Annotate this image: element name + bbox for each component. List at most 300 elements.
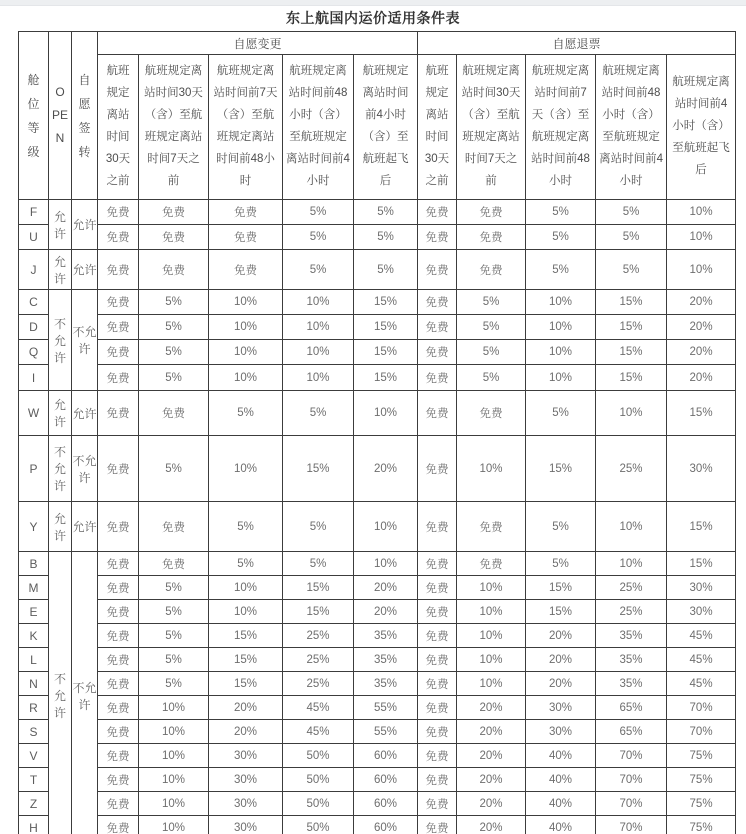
refund-fee-cell: 30%: [667, 576, 736, 600]
refund-fee-cell: 20%: [526, 672, 596, 696]
refund-fee-cell: 40%: [526, 768, 596, 792]
change-fee-cell: 60%: [354, 816, 418, 834]
change-fee-cell: 15%: [354, 315, 418, 340]
refund-fee-cell: 15%: [596, 290, 667, 315]
cabin-class-cell: I: [19, 365, 49, 391]
open-permission-cell: 允许: [49, 200, 72, 250]
change-fee-cell: 免费: [209, 200, 283, 225]
refund-fee-cell: 5%: [457, 365, 526, 391]
refund-fee-cell: 免费: [418, 600, 457, 624]
change-fee-cell: 10%: [139, 816, 209, 834]
change-fee-cell: 15%: [283, 576, 354, 600]
refund-fee-cell: 20%: [457, 792, 526, 816]
fare-row-D: [19, 315, 736, 340]
change-fee-cell: 10%: [139, 768, 209, 792]
refund-period-4-header: 航班规定离站时间前48小时（含）至航班规定离站时间前4小时: [596, 55, 667, 200]
refund-fee-cell: 5%: [526, 391, 596, 436]
fare-table: [18, 31, 736, 834]
refund-fee-cell: 10%: [457, 600, 526, 624]
change-fee-cell: 20%: [209, 696, 283, 720]
cabin-class-cell: S: [19, 720, 49, 744]
voluntary-refund-group-header: 自愿退票: [418, 32, 736, 55]
change-fee-cell: 免费: [209, 250, 283, 290]
change-fee-cell: 免费: [98, 391, 139, 436]
change-fee-cell: 5%: [139, 624, 209, 648]
cabin-class-cell: U: [19, 225, 49, 250]
refund-fee-cell: 20%: [457, 744, 526, 768]
refund-fee-cell: 75%: [667, 768, 736, 792]
cabin-class-cell: R: [19, 696, 49, 720]
refund-fee-cell: 15%: [596, 315, 667, 340]
refund-fee-cell: 10%: [596, 391, 667, 436]
endorsement-permission-cell: 不允许: [72, 436, 98, 502]
refund-fee-cell: 10%: [457, 624, 526, 648]
change-fee-cell: 60%: [354, 768, 418, 792]
refund-fee-cell: 免费: [457, 391, 526, 436]
change-fee-cell: 5%: [354, 200, 418, 225]
cabin-class-cell: J: [19, 250, 49, 290]
change-fee-cell: 55%: [354, 720, 418, 744]
change-fee-cell: 5%: [139, 315, 209, 340]
change-fee-cell: 15%: [283, 436, 354, 502]
fare-row-Q: [19, 340, 736, 365]
refund-fee-cell: 35%: [596, 624, 667, 648]
fare-row-L: [19, 648, 736, 672]
cabin-class-cell: Z: [19, 792, 49, 816]
change-fee-cell: 5%: [283, 225, 354, 250]
change-fee-cell: 20%: [354, 436, 418, 502]
change-fee-cell: 免费: [98, 502, 139, 552]
fare-row-P: [19, 436, 736, 502]
change-fee-cell: 20%: [209, 720, 283, 744]
refund-fee-cell: 5%: [526, 250, 596, 290]
change-fee-cell: 免费: [98, 768, 139, 792]
change-fee-cell: 15%: [209, 624, 283, 648]
refund-fee-cell: 免费: [418, 648, 457, 672]
fare-row-H: [19, 816, 736, 834]
change-fee-cell: 5%: [139, 365, 209, 391]
refund-fee-cell: 10%: [526, 315, 596, 340]
change-fee-cell: 5%: [139, 290, 209, 315]
change-fee-cell: 10%: [209, 315, 283, 340]
refund-fee-cell: 30%: [667, 600, 736, 624]
change-fee-cell: 5%: [354, 225, 418, 250]
refund-fee-cell: 20%: [667, 340, 736, 365]
refund-fee-cell: 免费: [418, 744, 457, 768]
change-fee-cell: 15%: [209, 648, 283, 672]
change-fee-cell: 5%: [283, 391, 354, 436]
refund-fee-cell: 免费: [418, 391, 457, 436]
open-permission-cell: 允许: [49, 502, 72, 552]
refund-fee-cell: 15%: [596, 365, 667, 391]
refund-fee-cell: 免费: [418, 340, 457, 365]
fare-row-R: [19, 696, 736, 720]
refund-fee-cell: 免费: [418, 576, 457, 600]
change-fee-cell: 25%: [283, 648, 354, 672]
cabin-class-cell: D: [19, 315, 49, 340]
change-fee-cell: 免费: [98, 600, 139, 624]
change-fee-cell: 免费: [209, 225, 283, 250]
change-fee-cell: 5%: [209, 502, 283, 552]
change-fee-cell: 30%: [209, 792, 283, 816]
cabin-class-cell: W: [19, 391, 49, 436]
refund-fee-cell: 免费: [418, 365, 457, 391]
refund-fee-cell: 10%: [457, 436, 526, 502]
fare-row-E: [19, 600, 736, 624]
refund-fee-cell: 10%: [667, 200, 736, 225]
change-fee-cell: 35%: [354, 624, 418, 648]
refund-fee-cell: 20%: [457, 720, 526, 744]
refund-fee-cell: 70%: [596, 792, 667, 816]
refund-period-1-header: [418, 55, 457, 200]
open-permission-cell: 不允许: [49, 552, 72, 834]
refund-fee-cell: 10%: [457, 576, 526, 600]
refund-fee-cell: 45%: [667, 648, 736, 672]
change-period-3-header: 航班规定离站时间前7天（含）至航班规定离站时间前48小时: [209, 55, 283, 200]
refund-fee-cell: 5%: [596, 250, 667, 290]
cabin-class-cell: E: [19, 600, 49, 624]
cabin-class-cell: C: [19, 290, 49, 315]
refund-fee-cell: 免费: [457, 200, 526, 225]
refund-fee-cell: 10%: [526, 365, 596, 391]
change-fee-cell: 5%: [139, 576, 209, 600]
refund-fee-cell: 免费: [418, 315, 457, 340]
change-fee-cell: 10%: [283, 315, 354, 340]
cabin-class-cell: T: [19, 768, 49, 792]
change-fee-cell: 25%: [283, 624, 354, 648]
refund-fee-cell: 15%: [667, 552, 736, 576]
change-fee-cell: 10%: [209, 576, 283, 600]
change-fee-cell: 60%: [354, 744, 418, 768]
refund-fee-cell: 40%: [526, 792, 596, 816]
change-fee-cell: 免费: [98, 340, 139, 365]
refund-fee-cell: 免费: [418, 720, 457, 744]
change-period-1-label: 航班规定离站时间30天之前: [105, 65, 131, 187]
refund-fee-cell: 35%: [596, 648, 667, 672]
change-fee-cell: 免费: [98, 225, 139, 250]
cabin-class-cell: N: [19, 672, 49, 696]
change-fee-cell: 35%: [354, 648, 418, 672]
cabin-class-cell: V: [19, 744, 49, 768]
refund-fee-cell: 10%: [457, 672, 526, 696]
change-fee-cell: 5%: [283, 200, 354, 225]
open-permission-cell: 允许: [49, 391, 72, 436]
refund-period-1-label: 航班规定离站时间30天之前: [424, 65, 450, 187]
refund-fee-cell: 40%: [526, 744, 596, 768]
fare-row-N: [19, 672, 736, 696]
refund-fee-cell: 70%: [596, 768, 667, 792]
cabin-class-cell: F: [19, 200, 49, 225]
change-fee-cell: 免费: [139, 225, 209, 250]
refund-fee-cell: 20%: [457, 816, 526, 834]
refund-fee-cell: 20%: [667, 290, 736, 315]
change-fee-cell: 15%: [354, 340, 418, 365]
fare-row-M: [19, 576, 736, 600]
refund-fee-cell: 免费: [418, 696, 457, 720]
change-fee-cell: 10%: [209, 600, 283, 624]
refund-fee-cell: 15%: [667, 391, 736, 436]
refund-fee-cell: 15%: [596, 340, 667, 365]
endorsement-permission-cell: 不允许: [72, 552, 98, 834]
refund-fee-cell: 免费: [418, 552, 457, 576]
change-fee-cell: 免费: [139, 391, 209, 436]
change-fee-cell: 免费: [98, 315, 139, 340]
open-permission-cell: 不允许: [49, 436, 72, 502]
endorsement-header: [72, 32, 98, 200]
fare-row-V: [19, 744, 736, 768]
cabin-class-cell: K: [19, 624, 49, 648]
refund-fee-cell: 免费: [418, 792, 457, 816]
cabin-class-header-label: 舱位等级: [27, 72, 40, 159]
fare-row-Z: [19, 792, 736, 816]
change-fee-cell: 5%: [209, 552, 283, 576]
change-fee-cell: 10%: [209, 436, 283, 502]
refund-fee-cell: 15%: [526, 600, 596, 624]
fare-row-W: [19, 391, 736, 436]
change-fee-cell: 10%: [283, 290, 354, 315]
change-fee-cell: 45%: [283, 720, 354, 744]
endorsement-permission-cell: 允许: [72, 200, 98, 250]
change-fee-cell: 10%: [209, 340, 283, 365]
change-fee-cell: 30%: [209, 744, 283, 768]
change-fee-cell: 免费: [139, 502, 209, 552]
refund-fee-cell: 25%: [596, 576, 667, 600]
refund-fee-cell: 10%: [667, 250, 736, 290]
change-fee-cell: 免费: [98, 696, 139, 720]
fare-row-S: [19, 720, 736, 744]
refund-fee-cell: 10%: [526, 290, 596, 315]
refund-fee-cell: 免费: [457, 250, 526, 290]
change-fee-cell: 10%: [139, 720, 209, 744]
cabin-class-cell: P: [19, 436, 49, 502]
refund-fee-cell: 20%: [667, 315, 736, 340]
change-period-4-header: 航班规定离站时间前48小时（含）至航班规定离站时间前4小时: [283, 55, 354, 200]
fare-row-F: [19, 200, 736, 225]
refund-fee-cell: 70%: [596, 816, 667, 834]
change-fee-cell: 免费: [98, 648, 139, 672]
refund-fee-cell: 70%: [596, 744, 667, 768]
refund-fee-cell: 5%: [526, 200, 596, 225]
fare-row-Y: [19, 502, 736, 552]
change-fee-cell: 45%: [283, 696, 354, 720]
change-fee-cell: 5%: [209, 391, 283, 436]
fare-table-body: [19, 200, 736, 834]
refund-fee-cell: 10%: [457, 648, 526, 672]
change-fee-cell: 5%: [283, 250, 354, 290]
fare-row-K: [19, 624, 736, 648]
refund-fee-cell: 75%: [667, 744, 736, 768]
change-fee-cell: 5%: [283, 502, 354, 552]
refund-fee-cell: 10%: [667, 225, 736, 250]
refund-fee-cell: 5%: [526, 502, 596, 552]
refund-fee-cell: 10%: [526, 340, 596, 365]
refund-fee-cell: 免费: [418, 250, 457, 290]
change-fee-cell: 60%: [354, 792, 418, 816]
change-fee-cell: 20%: [354, 600, 418, 624]
change-fee-cell: 10%: [354, 502, 418, 552]
refund-period-5-header: 航班规定离站时间前4小时（含）至航班起飞后: [667, 55, 736, 200]
change-fee-cell: 免费: [98, 792, 139, 816]
open-permission-cell: 不允许: [49, 290, 72, 391]
refund-period-3-header: 航班规定离站时间前7天（含）至航班规定离站时间前48小时: [526, 55, 596, 200]
change-fee-cell: 30%: [209, 816, 283, 834]
change-fee-cell: 20%: [354, 576, 418, 600]
refund-fee-cell: 5%: [457, 315, 526, 340]
endorsement-permission-cell: 允许: [72, 391, 98, 436]
change-fee-cell: 10%: [139, 696, 209, 720]
change-fee-cell: 免费: [98, 624, 139, 648]
change-fee-cell: 15%: [283, 600, 354, 624]
change-fee-cell: 免费: [139, 552, 209, 576]
refund-fee-cell: 免费: [418, 768, 457, 792]
change-fee-cell: 免费: [139, 250, 209, 290]
endorsement-permission-cell: 允许: [72, 502, 98, 552]
change-fee-cell: 免费: [139, 200, 209, 225]
change-period-2-header: 航班规定离站时间30天（含）至航班规定离站时间7天之前: [139, 55, 209, 200]
refund-period-2-header: 航班规定离站时间30天（含）至航班规定离站时间7天之前: [457, 55, 526, 200]
change-period-1-header: [98, 55, 139, 200]
refund-fee-cell: 免费: [418, 225, 457, 250]
change-fee-cell: 5%: [354, 250, 418, 290]
refund-fee-cell: 免费: [457, 552, 526, 576]
cabin-class-cell: M: [19, 576, 49, 600]
change-fee-cell: 10%: [139, 792, 209, 816]
refund-fee-cell: 40%: [526, 816, 596, 834]
refund-fee-cell: 25%: [596, 600, 667, 624]
change-fee-cell: 50%: [283, 744, 354, 768]
refund-fee-cell: 15%: [526, 436, 596, 502]
refund-fee-cell: 10%: [596, 502, 667, 552]
change-fee-cell: 5%: [139, 340, 209, 365]
change-fee-cell: 50%: [283, 768, 354, 792]
refund-fee-cell: 65%: [596, 720, 667, 744]
change-fee-cell: 免费: [98, 200, 139, 225]
refund-fee-cell: 5%: [457, 290, 526, 315]
cabin-class-cell: B: [19, 552, 49, 576]
fare-row-C: [19, 290, 736, 315]
refund-fee-cell: 75%: [667, 816, 736, 834]
change-fee-cell: 免费: [98, 816, 139, 834]
header-period-row: [19, 55, 736, 200]
change-fee-cell: 25%: [283, 672, 354, 696]
change-fee-cell: 免费: [98, 552, 139, 576]
refund-fee-cell: 免费: [457, 502, 526, 552]
change-fee-cell: 10%: [283, 340, 354, 365]
fare-row-T: [19, 768, 736, 792]
change-fee-cell: 免费: [98, 744, 139, 768]
refund-fee-cell: 免费: [418, 436, 457, 502]
header-group-row: [19, 32, 736, 55]
refund-fee-cell: 75%: [667, 792, 736, 816]
change-fee-cell: 50%: [283, 816, 354, 834]
change-fee-cell: 30%: [209, 768, 283, 792]
fare-row-J: [19, 250, 736, 290]
refund-fee-cell: 免费: [418, 290, 457, 315]
refund-fee-cell: 免费: [418, 624, 457, 648]
refund-fee-cell: 30%: [526, 696, 596, 720]
change-fee-cell: 免费: [98, 436, 139, 502]
endorsement-permission-cell: 允许: [72, 250, 98, 290]
change-fee-cell: 5%: [139, 648, 209, 672]
refund-fee-cell: 10%: [596, 552, 667, 576]
fare-row-B: [19, 552, 736, 576]
refund-fee-cell: 35%: [596, 672, 667, 696]
refund-fee-cell: 20%: [457, 768, 526, 792]
refund-fee-cell: 25%: [596, 436, 667, 502]
cabin-class-cell: H: [19, 816, 49, 834]
change-fee-cell: 55%: [354, 696, 418, 720]
change-fee-cell: 免费: [98, 672, 139, 696]
change-fee-cell: 35%: [354, 672, 418, 696]
refund-fee-cell: 20%: [457, 696, 526, 720]
refund-fee-cell: 20%: [526, 624, 596, 648]
change-fee-cell: 15%: [354, 365, 418, 391]
endorsement-permission-cell: 不允许: [72, 290, 98, 391]
change-fee-cell: 10%: [354, 552, 418, 576]
refund-fee-cell: 70%: [667, 720, 736, 744]
refund-fee-cell: 免费: [418, 502, 457, 552]
change-fee-cell: 5%: [283, 552, 354, 576]
refund-fee-cell: 15%: [526, 576, 596, 600]
change-fee-cell: 10%: [354, 391, 418, 436]
change-fee-cell: 5%: [139, 672, 209, 696]
open-header: [49, 32, 72, 200]
change-fee-cell: 10%: [139, 744, 209, 768]
cabin-class-cell: L: [19, 648, 49, 672]
change-fee-cell: 5%: [139, 600, 209, 624]
refund-fee-cell: 免费: [418, 816, 457, 834]
change-period-5-header: 航班规定离站时间前4小时（含）至航班起飞后: [354, 55, 418, 200]
refund-fee-cell: 30%: [667, 436, 736, 502]
refund-fee-cell: 15%: [667, 502, 736, 552]
refund-fee-cell: 5%: [596, 225, 667, 250]
change-fee-cell: 10%: [283, 365, 354, 391]
change-fee-cell: 免费: [98, 720, 139, 744]
change-fee-cell: 10%: [209, 290, 283, 315]
refund-fee-cell: 5%: [596, 200, 667, 225]
open-header-label: OPEN: [51, 85, 68, 145]
cabin-class-cell: Y: [19, 502, 49, 552]
change-fee-cell: 免费: [98, 576, 139, 600]
change-fee-cell: 免费: [98, 365, 139, 391]
refund-fee-cell: 免费: [418, 672, 457, 696]
refund-fee-cell: 5%: [526, 225, 596, 250]
change-fee-cell: 免费: [98, 250, 139, 290]
refund-fee-cell: 45%: [667, 672, 736, 696]
change-fee-cell: 15%: [354, 290, 418, 315]
refund-fee-cell: 免费: [418, 200, 457, 225]
page-title: 东上航国内运价适用条件表: [286, 10, 460, 26]
change-fee-cell: 10%: [209, 365, 283, 391]
cabin-class-cell: Q: [19, 340, 49, 365]
refund-fee-cell: 70%: [667, 696, 736, 720]
refund-fee-cell: 20%: [667, 365, 736, 391]
refund-fee-cell: 免费: [457, 225, 526, 250]
change-fee-cell: 15%: [209, 672, 283, 696]
fare-row-I: [19, 365, 736, 391]
change-fee-cell: 50%: [283, 792, 354, 816]
change-fee-cell: 5%: [139, 436, 209, 502]
refund-fee-cell: 20%: [526, 648, 596, 672]
open-permission-cell: 允许: [49, 250, 72, 290]
voluntary-change-group-header: 自愿变更: [98, 32, 418, 55]
endorsement-header-label: 自愿签转: [78, 72, 91, 159]
fare-row-U: [19, 225, 736, 250]
refund-fee-cell: 5%: [457, 340, 526, 365]
cabin-class-header: [19, 32, 49, 200]
refund-fee-cell: 65%: [596, 696, 667, 720]
refund-fee-cell: 45%: [667, 624, 736, 648]
